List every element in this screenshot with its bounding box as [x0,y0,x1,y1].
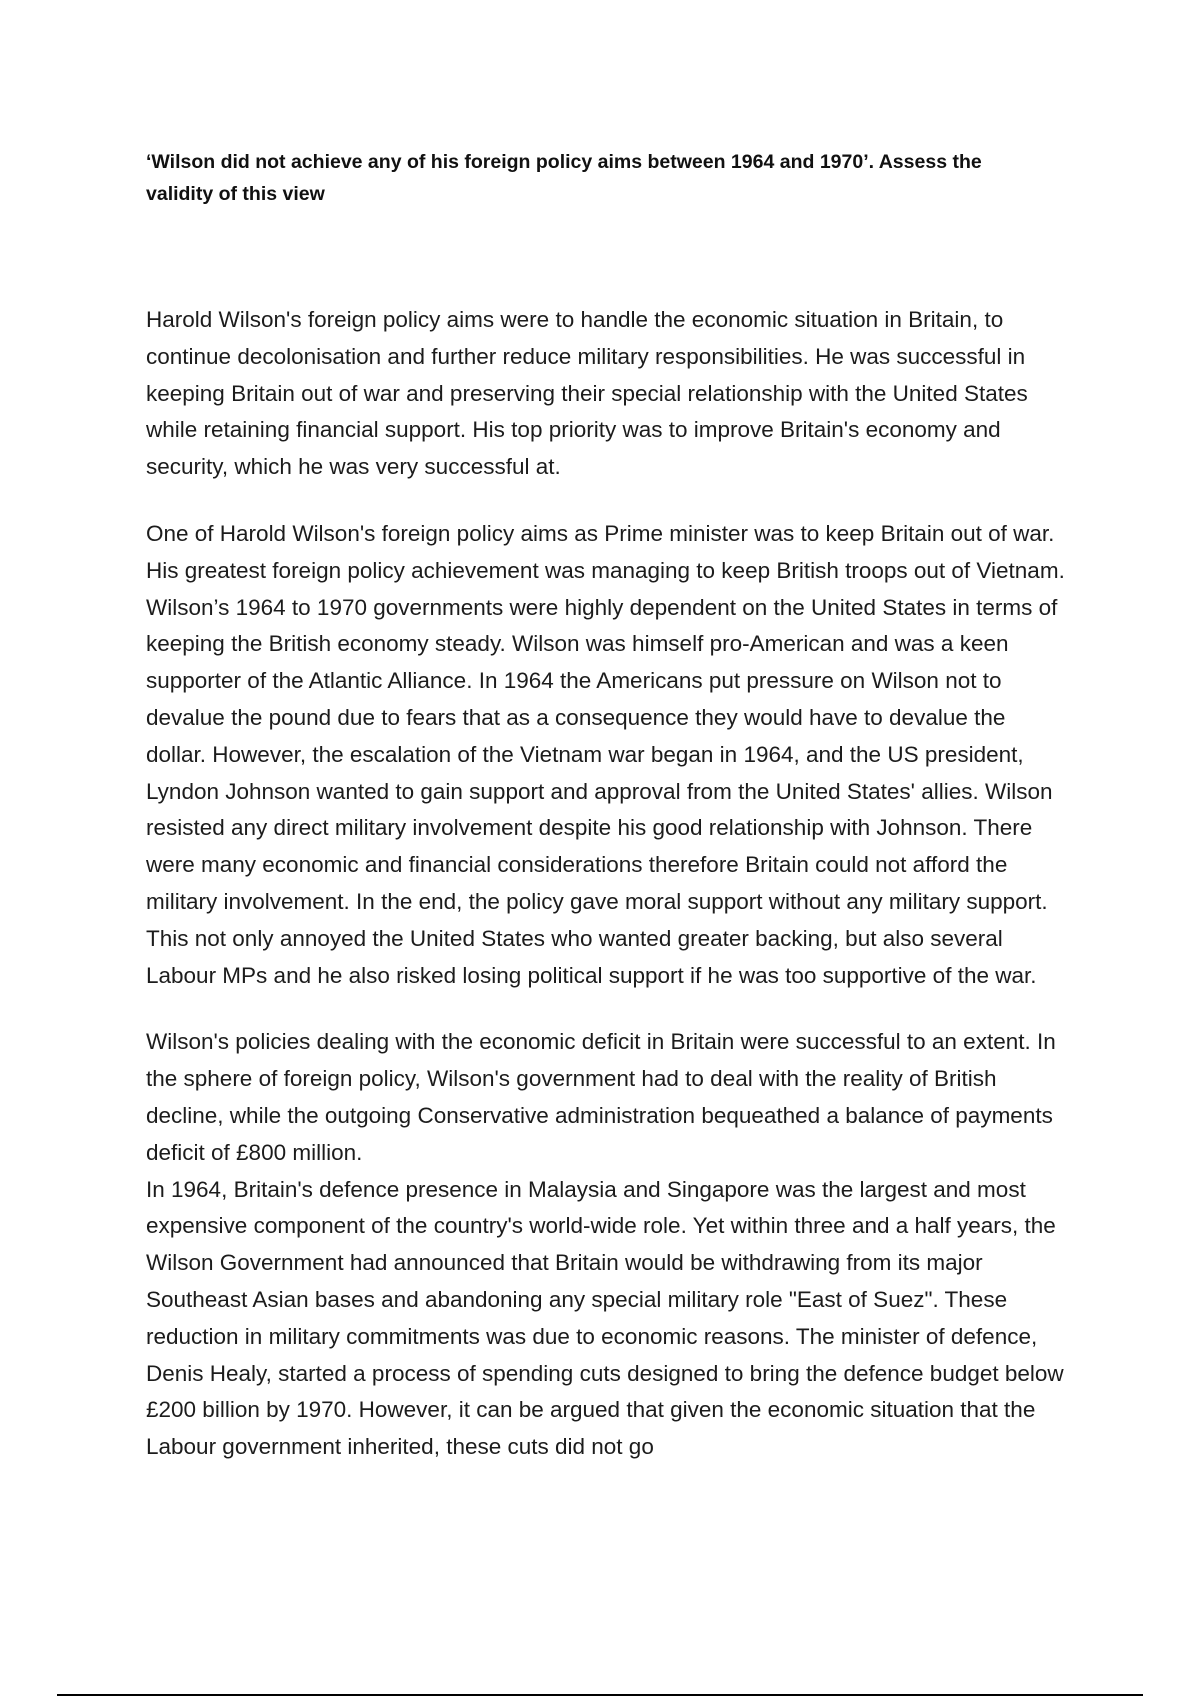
essay-title: ‘Wilson did not achieve any of his foreign policy aims between 1964 and 1970’. Assess the validity of this view [146,151,982,205]
paragraph-introduction: Harold Wilson's foreign policy aims were to handle the economic situation in Britain, to continue decolonisation and further reduce military responsibilities. He was successful in keeping Britain out of war and preserving their special relationship with the United States while retaining financial support. His top priority was to improve Britain's economy and security, which he was very successful at. [146,307,1028,480]
essay-body [146,302,1066,1496]
paragraph-economic-deficit: Wilson's policies dealing with the economic deficit in Britain were successful to an extent. In the sphere of foreign policy, Wilson's government had to deal with the reality of British decline, while the outgoing Conservative administration bequeathed a balance of payments deficit of £800 million. [146,1029,1056,1165]
page-bottom-rule [57,1694,1143,1696]
paragraph-east-of-suez: In 1964, Britain's defence presence in Malaysia and Singapore was the largest and most expensive component of the country's world-wide role. Yet within three and a half years, the Wilson Government had announced that Britain would be withdrawing from its major Southeast Asian bases and abandoning any special military role "East of Suez". These reduction in military commitments was due to economic reasons. The minister of defence, Denis Healy, started a process of spending cuts designed to bring the defence budget below £200 billion by 1970. However, it can be argued that given the economic situation that the Labour government inherited, these cuts did not go [146,1176,1064,1460]
paragraph-vietnam: One of Harold Wilson's foreign policy aims as Prime minister was to keep Britain out of war. His greatest foreign policy achievement was managing to keep British troops out of Vietnam. Wilson’s 1964 to 1970 governments were highly dependent on the United States in terms of keeping the British economy steady. Wilson was himself pro-American and was a keen supporter of the Atlantic Alliance. In 1964 the Americans put pressure on Wilson not to devalue the pound due to fears that as a consequence they would have to devalue the dollar. However, the escalation of the Vietnam war began in 1964, and the US president, Lyndon Johnson wanted to gain support and approval from the United States' allies. Wilson resisted any direct military involvement despite his good relationship with Johnson. There were many economic and financial considerations therefore Britain could not afford the military involvement. In the end, the policy gave moral support without any military support. This not only annoyed the United States who wanted greater backing, but also several Labour MPs and he also risked losing political support if he was too supportive of the war. [146,520,1065,988]
